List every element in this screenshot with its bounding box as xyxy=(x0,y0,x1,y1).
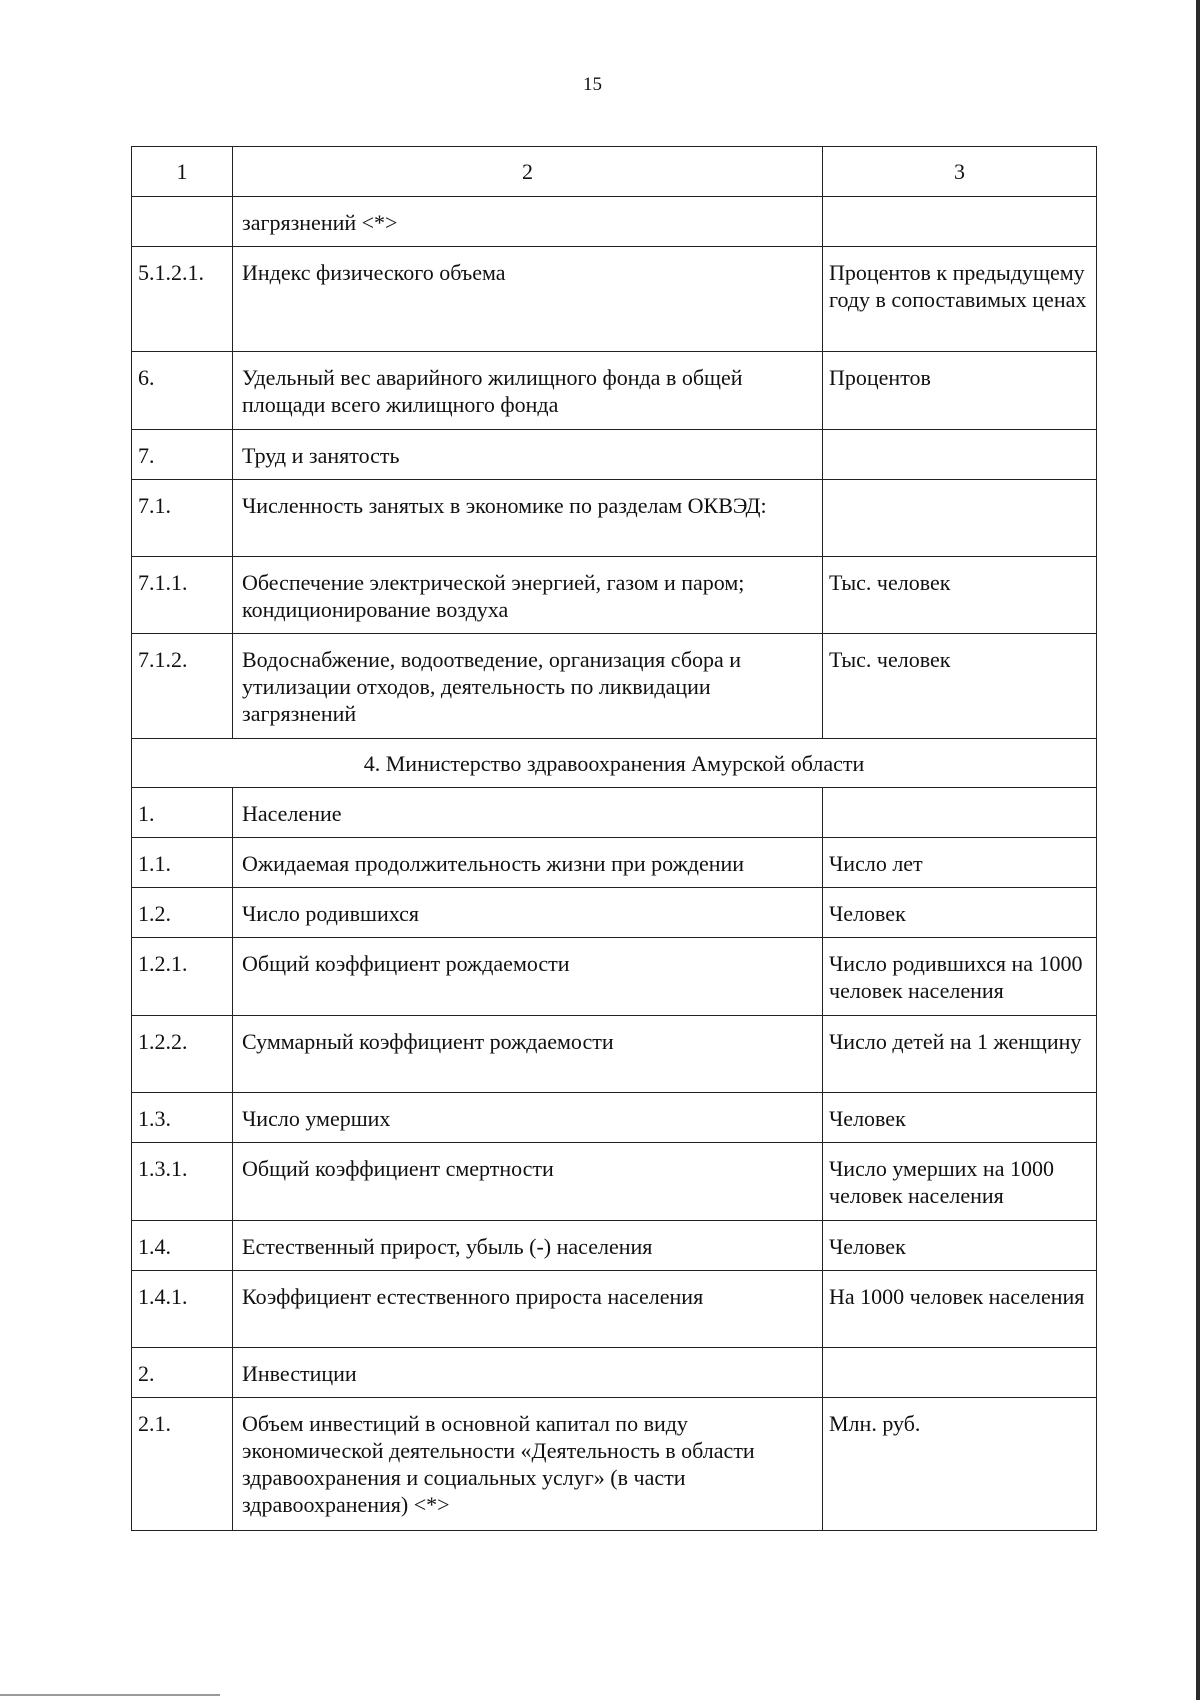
table-row xyxy=(132,938,1097,1016)
indicator-name-cell: Суммарный коэффициент рождаемости xyxy=(233,1016,823,1093)
indicator-name-cell: Численность занятых в экономике по разделам ОКВЭД: xyxy=(233,480,823,557)
indicator-name-cell: загрязнений <*> xyxy=(233,197,823,247)
unit-cell: Процентов к предыдущему году в сопоставимых ценах xyxy=(823,247,1097,352)
page-number: 15 xyxy=(583,74,602,95)
indicator-name-cell: Объем инвестиций в основной капитал по виду экономической деятельности «Деятельность в области здравоохранения и социальных услуг» (в части здравоохранения) <*> xyxy=(233,1398,823,1531)
indicator-name-cell: Естественный прирост, убыль (-) населения xyxy=(233,1221,823,1271)
indicator-name-cell: Индекс физического объема xyxy=(233,247,823,352)
indicator-name-cell: Удельный вес аварийного жилищного фонда в общей площади всего жилищного фонда xyxy=(233,352,823,430)
row-number-cell: 1.2.1. xyxy=(132,938,233,1016)
row-number-cell: 2. xyxy=(132,1348,233,1398)
unit-cell xyxy=(823,430,1097,480)
unit-cell: Человек xyxy=(823,1093,1097,1143)
column-header-unit: 3 xyxy=(823,147,1097,197)
indicator-name-cell: Инвестиции xyxy=(233,1348,823,1398)
table-row xyxy=(132,788,1097,838)
table-row xyxy=(132,1143,1097,1221)
scan-artifact xyxy=(0,1694,220,1696)
unit-cell: Тыс. человек xyxy=(823,634,1097,739)
unit-cell: Процентов xyxy=(823,352,1097,430)
indicator-name-cell: Коэффициент естественного прироста населения xyxy=(233,1271,823,1348)
unit-cell: Число родившихся на 1000 человек населения xyxy=(823,938,1097,1016)
section-heading: 4. Министерство здравоохранения Амурской области xyxy=(132,739,1097,788)
unit-cell xyxy=(823,788,1097,838)
unit-cell: Тыс. человек xyxy=(823,557,1097,634)
table-row xyxy=(132,1271,1097,1348)
unit-cell: Млн. руб. xyxy=(823,1398,1097,1531)
unit-cell: Число умерших на 1000 человек населения xyxy=(823,1143,1097,1221)
indicator-name-cell: Общий коэффициент рождаемости xyxy=(233,938,823,1016)
indicator-name-cell: Число родившихся xyxy=(233,888,823,938)
row-number-cell: 7.1.1. xyxy=(132,557,233,634)
section-heading-row xyxy=(132,739,1097,788)
row-number-cell xyxy=(132,197,233,247)
row-number-cell: 1.3. xyxy=(132,1093,233,1143)
unit-cell: Число детей на 1 женщину xyxy=(823,1016,1097,1093)
row-number-cell: 2.1. xyxy=(132,1398,233,1531)
indicator-name-cell: Труд и занятость xyxy=(233,430,823,480)
unit-cell xyxy=(823,1348,1097,1398)
table-row xyxy=(132,1016,1097,1093)
row-number-cell: 1.2. xyxy=(132,888,233,938)
scan-edge-line xyxy=(1196,0,1200,1700)
table-row xyxy=(132,1221,1097,1271)
indicator-name-cell: Население xyxy=(233,788,823,838)
table-row xyxy=(132,888,1097,938)
row-number-cell: 1.4.1. xyxy=(132,1271,233,1348)
unit-cell: Человек xyxy=(823,1221,1097,1271)
table-row xyxy=(132,197,1097,247)
table-row xyxy=(132,430,1097,480)
unit-cell xyxy=(823,480,1097,557)
row-number-cell: 6. xyxy=(132,352,233,430)
indicator-name-cell: Число умерших xyxy=(233,1093,823,1143)
row-number-cell: 1. xyxy=(132,788,233,838)
unit-cell: На 1000 человек населения xyxy=(823,1271,1097,1348)
row-number-cell: 1.1. xyxy=(132,838,233,888)
row-number-cell: 1.2.2. xyxy=(132,1016,233,1093)
unit-cell: Число лет xyxy=(823,838,1097,888)
table-row xyxy=(132,634,1097,739)
table-row xyxy=(132,1348,1097,1398)
unit-cell: Человек xyxy=(823,888,1097,938)
indicator-name-cell: Обеспечение электрической энергией, газом и паром; кондиционирование воздуха xyxy=(233,557,823,634)
table-row xyxy=(132,838,1097,888)
indicator-name-cell: Общий коэффициент смертности xyxy=(233,1143,823,1221)
table-header-row xyxy=(132,147,1097,197)
column-header-number: 1 xyxy=(132,147,233,197)
row-number-cell: 1.3.1. xyxy=(132,1143,233,1221)
table-row xyxy=(132,1398,1097,1531)
indicator-name-cell: Ожидаемая продолжительность жизни при рождении xyxy=(233,838,823,888)
indicators-table-body xyxy=(132,147,1097,1531)
row-number-cell: 7.1. xyxy=(132,480,233,557)
indicators-table xyxy=(131,146,1097,1531)
table-row xyxy=(132,480,1097,557)
row-number-cell: 7. xyxy=(132,430,233,480)
indicator-name-cell: Водоснабжение, водоотведение, организация сбора и утилизации отходов, деятельность по ликвидации загрязнений xyxy=(233,634,823,739)
table-row xyxy=(132,557,1097,634)
table-row xyxy=(132,247,1097,352)
row-number-cell: 7.1.2. xyxy=(132,634,233,739)
table-row xyxy=(132,1093,1097,1143)
unit-cell xyxy=(823,197,1097,247)
row-number-cell: 1.4. xyxy=(132,1221,233,1271)
column-header-name: 2 xyxy=(233,147,823,197)
row-number-cell: 5.1.2.1. xyxy=(132,247,233,352)
table-row xyxy=(132,352,1097,430)
